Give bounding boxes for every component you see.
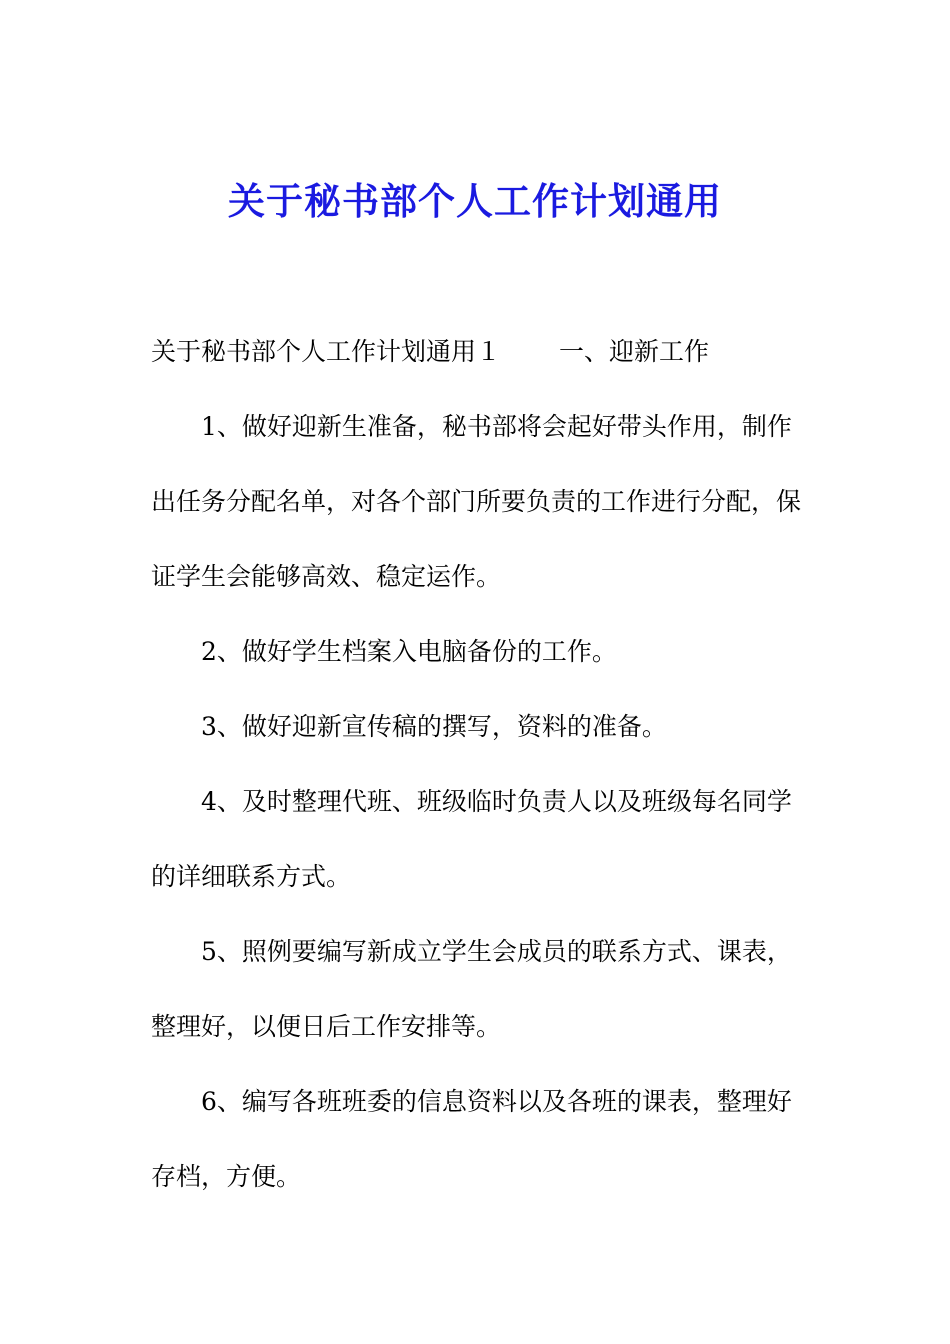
- document-body: [151, 333, 803, 1233]
- list-item: 5、照例要编写新成立学生会成员的联系方式、课表，整理好，以便日后工作安排等。: [151, 937, 792, 1041]
- list-item: 1、做好迎新生准备，秘书部将会起好带头作用，制作出任务分配名单，对各个部门所要负责的工作进行分配，保证学生会能够高效、稳定运作。: [151, 412, 802, 591]
- list-item: 3、做好迎新宣传稿的撰写，资料的准备。: [201, 712, 667, 741]
- section-heading: 一、迎新工作: [559, 337, 710, 366]
- list-item: 4、及时整理代班、班级临时负责人以及班级每名同学的详细联系方式。: [151, 787, 792, 891]
- list-item: 2、做好学生档案入电脑备份的工作。: [201, 637, 617, 666]
- list-item: 6、编写各班班委的信息资料以及各班的课表，整理好存档，方便。: [151, 1087, 792, 1191]
- intro-heading: 关于秘书部个人工作计划通用１: [151, 337, 502, 366]
- intro-line: [151, 333, 803, 370]
- document-title: 关于秘书部个人工作计划通用: [228, 180, 722, 223]
